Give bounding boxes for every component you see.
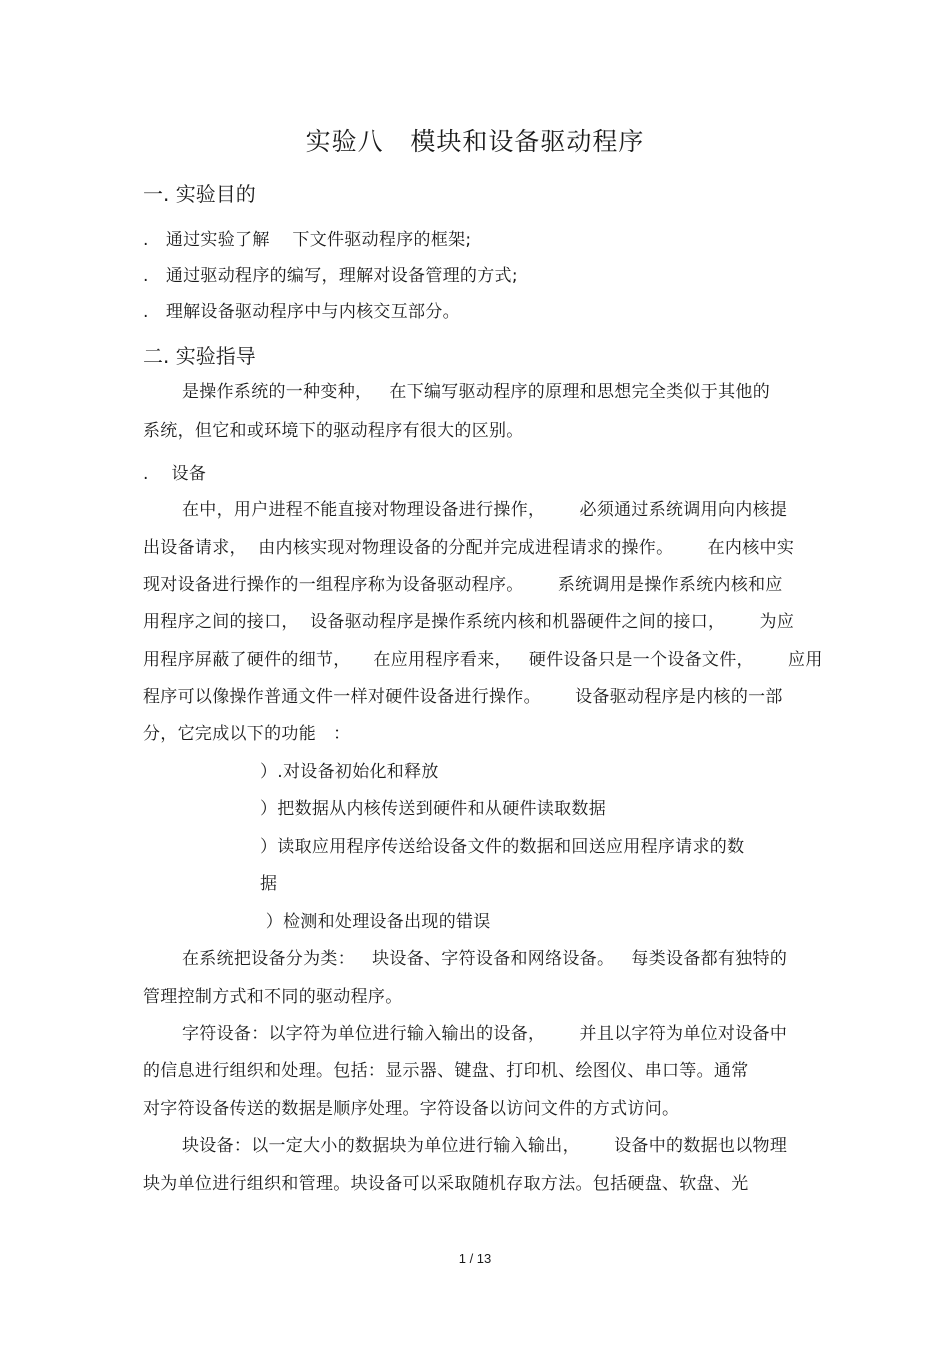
function-item: ）读取应用程序传送给设备文件的数据和回送应用程序请求的数 xyxy=(260,837,745,857)
function-item: ）把数据从内核传送到硬件和从硬件读取数据 xyxy=(260,799,606,819)
paragraph-line: 分，它完成以下的功能 ： xyxy=(143,724,351,744)
objective-item: . 通过实验了解 下文件驱动程序的框架; xyxy=(143,230,472,250)
page-number: 1 / 13 xyxy=(458,1251,492,1266)
objective-item: . 通过驱动程序的编写，理解对设备管理的方式; xyxy=(143,266,518,286)
paragraph-line: 在中，用户进程不能直接对物理设备进行操作， 必须通过系统调用向内核提 xyxy=(182,500,788,520)
paragraph-line: 管理控制方式和不同的驱动程序。 xyxy=(143,987,403,1007)
page-title: 实验八 模块和设备驱动程序 xyxy=(305,127,645,156)
paragraph-line: 出设备请求， 由内核实现对物理设备的分配并完成进程请求的操作。 在内核中实 xyxy=(143,538,795,558)
paragraph-line: 是操作系统的一种变种， 在下编写驱动程序的原理和思想完全类似于其他的 xyxy=(182,382,771,402)
paragraph-line: 块为单位进行组织和管理。块设备可以采取随机存取方法。包括硬盘、软盘、光 xyxy=(143,1174,749,1194)
subsection-heading-device: . 设备 xyxy=(143,464,207,484)
paragraph-line: 程序可以像操作普通文件一样对硬件设备进行操作。 设备驱动程序是内核的一部 xyxy=(143,687,783,707)
paragraph-line: 块设备：以一定大小的数据块为单位进行输入输出， 设备中的数据也以物理 xyxy=(182,1136,788,1156)
objective-item: . 理解设备驱动程序中与内核交互部分。 xyxy=(143,302,460,322)
paragraph-line: 对字符设备传送的数据是顺序处理。字符设备以访问文件的方式访问。 xyxy=(143,1099,680,1119)
paragraph-line: 用程序屏蔽了硬件的细节， 在应用程序看来， 硬件设备只是一个设备文件， 应用 xyxy=(143,650,823,670)
paragraph-line: 字符设备：以字符为单位进行输入输出的设备， 并且以字符为单位对设备中 xyxy=(182,1024,788,1044)
section-heading-objectives: 一. 实验目的 xyxy=(143,182,256,206)
function-item: ）检测和处理设备出现的错误 xyxy=(260,912,491,932)
paragraph-line: 用程序之间的接口， 设备驱动程序是操作系统内核和机器硬件之间的接口， 为应 xyxy=(143,612,795,632)
paragraph-line: 在系统把设备分为类： 块设备、字符设备和网络设备。 每类设备都有独特的 xyxy=(182,949,788,969)
section-heading-guidance: 二. 实验指导 xyxy=(143,344,256,368)
paragraph-line: 现对设备进行操作的一组程序称为设备驱动程序。 系统调用是操作系统内核和应 xyxy=(143,575,783,595)
function-item: 据 xyxy=(260,874,278,894)
paragraph-line: 的信息进行组织和处理。包括：显示器、键盘、打印机、绘图仪、串口等。通常 xyxy=(143,1061,749,1081)
paragraph-line: 系统，但它和或环境下的驱动程序有很大的区别。 xyxy=(143,421,524,441)
function-item: ）.对设备初始化和释放 xyxy=(260,762,439,782)
